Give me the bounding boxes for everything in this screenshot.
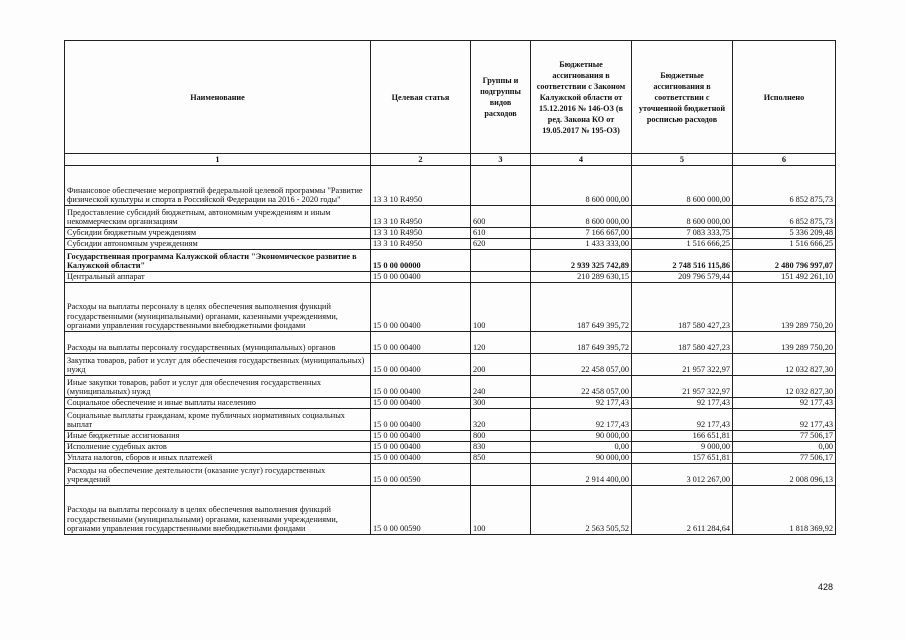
- row-name-cell: Расходы на выплаты персоналу государственных (муниципальных) органов: [65, 332, 371, 354]
- header-name: Наименование: [65, 41, 371, 154]
- row-name-cell: Расходы на выплаты персоналу в целях обеспечения выполнения функций государственными (муниципальными) органами, казенными учреждениями, органами управления государственными внебюджетными фондами: [65, 283, 371, 332]
- row-target-code-cell: 15 0 00 00400: [371, 354, 471, 376]
- table-row: [65, 486, 836, 535]
- row-name-cell: Иные бюджетные ассигнования: [65, 431, 371, 442]
- row-law-amount-cell: 187 649 395,72: [531, 332, 632, 354]
- row-target-code-cell: 15 0 00 00400: [371, 453, 471, 464]
- row-executed-amount-cell: 92 177,43: [733, 409, 836, 431]
- table-row: [65, 442, 836, 453]
- table-row: [65, 206, 836, 228]
- row-refined-amount-cell: 2 748 516 115,86: [632, 250, 733, 272]
- row-group-cell: 850: [471, 453, 531, 464]
- row-name-cell: Финансовое обеспечение мероприятий федеральной целевой программы "Развитие физической культуры и спорта в Российской Федерации на 2016 - 2020 годы": [65, 166, 371, 206]
- row-name-cell: Иные закупки товаров, работ и услуг для обеспечения государственных (муниципальных) нужд: [65, 376, 371, 398]
- column-number: 2: [371, 154, 471, 166]
- row-refined-amount-cell: 3 012 267,00: [632, 464, 733, 486]
- row-executed-amount-cell: 6 852 875,73: [733, 206, 836, 228]
- column-number: 3: [471, 154, 531, 166]
- row-executed-amount-cell: 2 008 096,13: [733, 464, 836, 486]
- row-law-amount-cell: 2 563 505,52: [531, 486, 632, 535]
- row-target-code-cell: 15 0 00 00590: [371, 464, 471, 486]
- row-refined-amount-cell: 8 600 000,00: [632, 206, 733, 228]
- row-target-code-cell: 13 3 10 R4950: [371, 206, 471, 228]
- row-target-code-cell: 13 3 10 R4950: [371, 228, 471, 239]
- row-group-cell: [471, 250, 531, 272]
- row-law-amount-cell: 210 289 630,15: [531, 272, 632, 283]
- row-name-cell: Субсидии автономным учреждениям: [65, 239, 371, 250]
- row-executed-amount-cell: 92 177,43: [733, 398, 836, 409]
- row-name-cell: Государственная программа Калужской области "Экономическое развитие в Калужской области": [65, 250, 371, 272]
- row-law-amount-cell: 90 000,00: [531, 431, 632, 442]
- row-law-amount-cell: 22 458 057,00: [531, 376, 632, 398]
- row-name-cell: Субсидии бюджетным учреждениям: [65, 228, 371, 239]
- table-row: [65, 409, 836, 431]
- row-executed-amount-cell: 12 032 827,30: [733, 354, 836, 376]
- row-group-cell: 300: [471, 398, 531, 409]
- row-name-cell: Центральный аппарат: [65, 272, 371, 283]
- row-target-code-cell: 13 3 10 R4950: [371, 239, 471, 250]
- row-group-cell: [471, 272, 531, 283]
- row-group-cell: 100: [471, 486, 531, 535]
- row-target-code-cell: 15 0 00 00400: [371, 272, 471, 283]
- header-groups: Группы и подгруппы видов расходов: [471, 41, 531, 154]
- row-group-cell: 100: [471, 283, 531, 332]
- row-executed-amount-cell: 2 480 796 997,07: [733, 250, 836, 272]
- table-row: [65, 250, 836, 272]
- row-name-cell: Расходы на выплаты персоналу в целях обеспечения выполнения функций государственными (муниципальными) органами, казенными учреждениями, органами управления государственными внебюджетными фондами: [65, 486, 371, 535]
- row-group-cell: 320: [471, 409, 531, 431]
- row-law-amount-cell: 92 177,43: [531, 398, 632, 409]
- header-law-allocations: Бюджетные ассигнования в соответствии с Законом Калужской области от 15.12.2016 № 146-ОЗ (в ред. Закона КО от 19.05.2017 № 195-ОЗ): [531, 41, 632, 154]
- row-refined-amount-cell: 21 957 322,97: [632, 376, 733, 398]
- row-name-cell: Закупка товаров, работ и услуг для обеспечения государственных (муниципальных) нужд: [65, 354, 371, 376]
- row-target-code-cell: 15 0 00 00400: [371, 431, 471, 442]
- row-target-code-cell: 15 0 00 00590: [371, 486, 471, 535]
- row-law-amount-cell: 22 458 057,00: [531, 354, 632, 376]
- row-law-amount-cell: 2 939 325 742,89: [531, 250, 632, 272]
- row-executed-amount-cell: 151 492 261,10: [733, 272, 836, 283]
- row-name-cell: Социальные выплаты гражданам, кроме публичных нормативных социальных выплат: [65, 409, 371, 431]
- row-name-cell: Расходы на обеспечение деятельности (оказание услуг) государственных учреждений: [65, 464, 371, 486]
- row-group-cell: 800: [471, 431, 531, 442]
- row-executed-amount-cell: 1 516 666,25: [733, 239, 836, 250]
- budget-table: [64, 40, 836, 535]
- row-name-cell: Предоставление субсидий бюджетным, автономным учреждениям и иным некоммерческим организациям: [65, 206, 371, 228]
- row-executed-amount-cell: 77 506,17: [733, 453, 836, 464]
- table-row: [65, 431, 836, 442]
- row-executed-amount-cell: 6 852 875,73: [733, 166, 836, 206]
- row-refined-amount-cell: 187 580 427,23: [632, 332, 733, 354]
- row-target-code-cell: 15 0 00 00400: [371, 398, 471, 409]
- row-group-cell: 600: [471, 206, 531, 228]
- row-group-cell: 200: [471, 354, 531, 376]
- row-target-code-cell: 15 0 00 00400: [371, 409, 471, 431]
- table-row: [65, 376, 836, 398]
- table-header-row: [65, 41, 836, 154]
- row-name-cell: Исполнение судебных актов: [65, 442, 371, 453]
- row-law-amount-cell: 8 600 000,00: [531, 166, 632, 206]
- row-group-cell: 240: [471, 376, 531, 398]
- row-refined-amount-cell: 9 000,00: [632, 442, 733, 453]
- row-group-cell: [471, 464, 531, 486]
- row-executed-amount-cell: 0,00: [733, 442, 836, 453]
- column-number: 6: [733, 154, 836, 166]
- page-number: 428: [818, 582, 834, 592]
- table-row: [65, 464, 836, 486]
- column-number: 1: [65, 154, 371, 166]
- header-executed: Исполнено: [733, 41, 836, 154]
- row-refined-amount-cell: 209 796 579,44: [632, 272, 733, 283]
- table-row: [65, 166, 836, 206]
- row-name-cell: Уплата налогов, сборов и иных платежей: [65, 453, 371, 464]
- row-name-cell: Социальное обеспечение и иные выплаты населению: [65, 398, 371, 409]
- column-number: 4: [531, 154, 632, 166]
- row-law-amount-cell: 2 914 400,00: [531, 464, 632, 486]
- row-executed-amount-cell: 5 336 209,48: [733, 228, 836, 239]
- row-law-amount-cell: 92 177,43: [531, 409, 632, 431]
- row-refined-amount-cell: 92 177,43: [632, 409, 733, 431]
- row-law-amount-cell: 187 649 395,72: [531, 283, 632, 332]
- header-refined-allocations: Бюджетные ассигнования в соответствии с уточненной бюджетной росписью расходов: [632, 41, 733, 154]
- row-executed-amount-cell: 139 289 750,20: [733, 283, 836, 332]
- row-executed-amount-cell: 77 506,17: [733, 431, 836, 442]
- row-law-amount-cell: 1 433 333,00: [531, 239, 632, 250]
- row-group-cell: 830: [471, 442, 531, 453]
- table-row: [65, 332, 836, 354]
- row-target-code-cell: 15 0 00 00400: [371, 442, 471, 453]
- row-refined-amount-cell: 21 957 322,97: [632, 354, 733, 376]
- row-law-amount-cell: 7 166 667,00: [531, 228, 632, 239]
- table-row: [65, 453, 836, 464]
- row-executed-amount-cell: 139 289 750,20: [733, 332, 836, 354]
- row-executed-amount-cell: 1 818 369,92: [733, 486, 836, 535]
- row-refined-amount-cell: 2 611 284,64: [632, 486, 733, 535]
- row-target-code-cell: 13 3 10 R4950: [371, 166, 471, 206]
- row-target-code-cell: 15 0 00 00400: [371, 283, 471, 332]
- header-target: Целевая статья: [371, 41, 471, 154]
- row-group-cell: 610: [471, 228, 531, 239]
- column-number: 5: [632, 154, 733, 166]
- table-row: [65, 239, 836, 250]
- row-refined-amount-cell: 7 083 333,75: [632, 228, 733, 239]
- row-refined-amount-cell: 187 580 427,23: [632, 283, 733, 332]
- row-law-amount-cell: 90 000,00: [531, 453, 632, 464]
- row-law-amount-cell: 0,00: [531, 442, 632, 453]
- row-refined-amount-cell: 92 177,43: [632, 398, 733, 409]
- table-row: [65, 272, 836, 283]
- row-refined-amount-cell: 1 516 666,25: [632, 239, 733, 250]
- row-target-code-cell: 15 0 00 00000: [371, 250, 471, 272]
- row-target-code-cell: 15 0 00 00400: [371, 332, 471, 354]
- table-row: [65, 283, 836, 332]
- row-group-cell: [471, 166, 531, 206]
- budget-table-body: [65, 166, 836, 535]
- table-row: [65, 228, 836, 239]
- table-row: [65, 354, 836, 376]
- row-refined-amount-cell: 166 651,81: [632, 431, 733, 442]
- row-target-code-cell: 15 0 00 00400: [371, 376, 471, 398]
- row-executed-amount-cell: 12 032 827,30: [733, 376, 836, 398]
- table-row: [65, 398, 836, 409]
- column-number-row: [65, 154, 836, 166]
- row-refined-amount-cell: 157 651,81: [632, 453, 733, 464]
- row-group-cell: 120: [471, 332, 531, 354]
- row-group-cell: 620: [471, 239, 531, 250]
- row-law-amount-cell: 8 600 000,00: [531, 206, 632, 228]
- row-refined-amount-cell: 8 600 000,00: [632, 166, 733, 206]
